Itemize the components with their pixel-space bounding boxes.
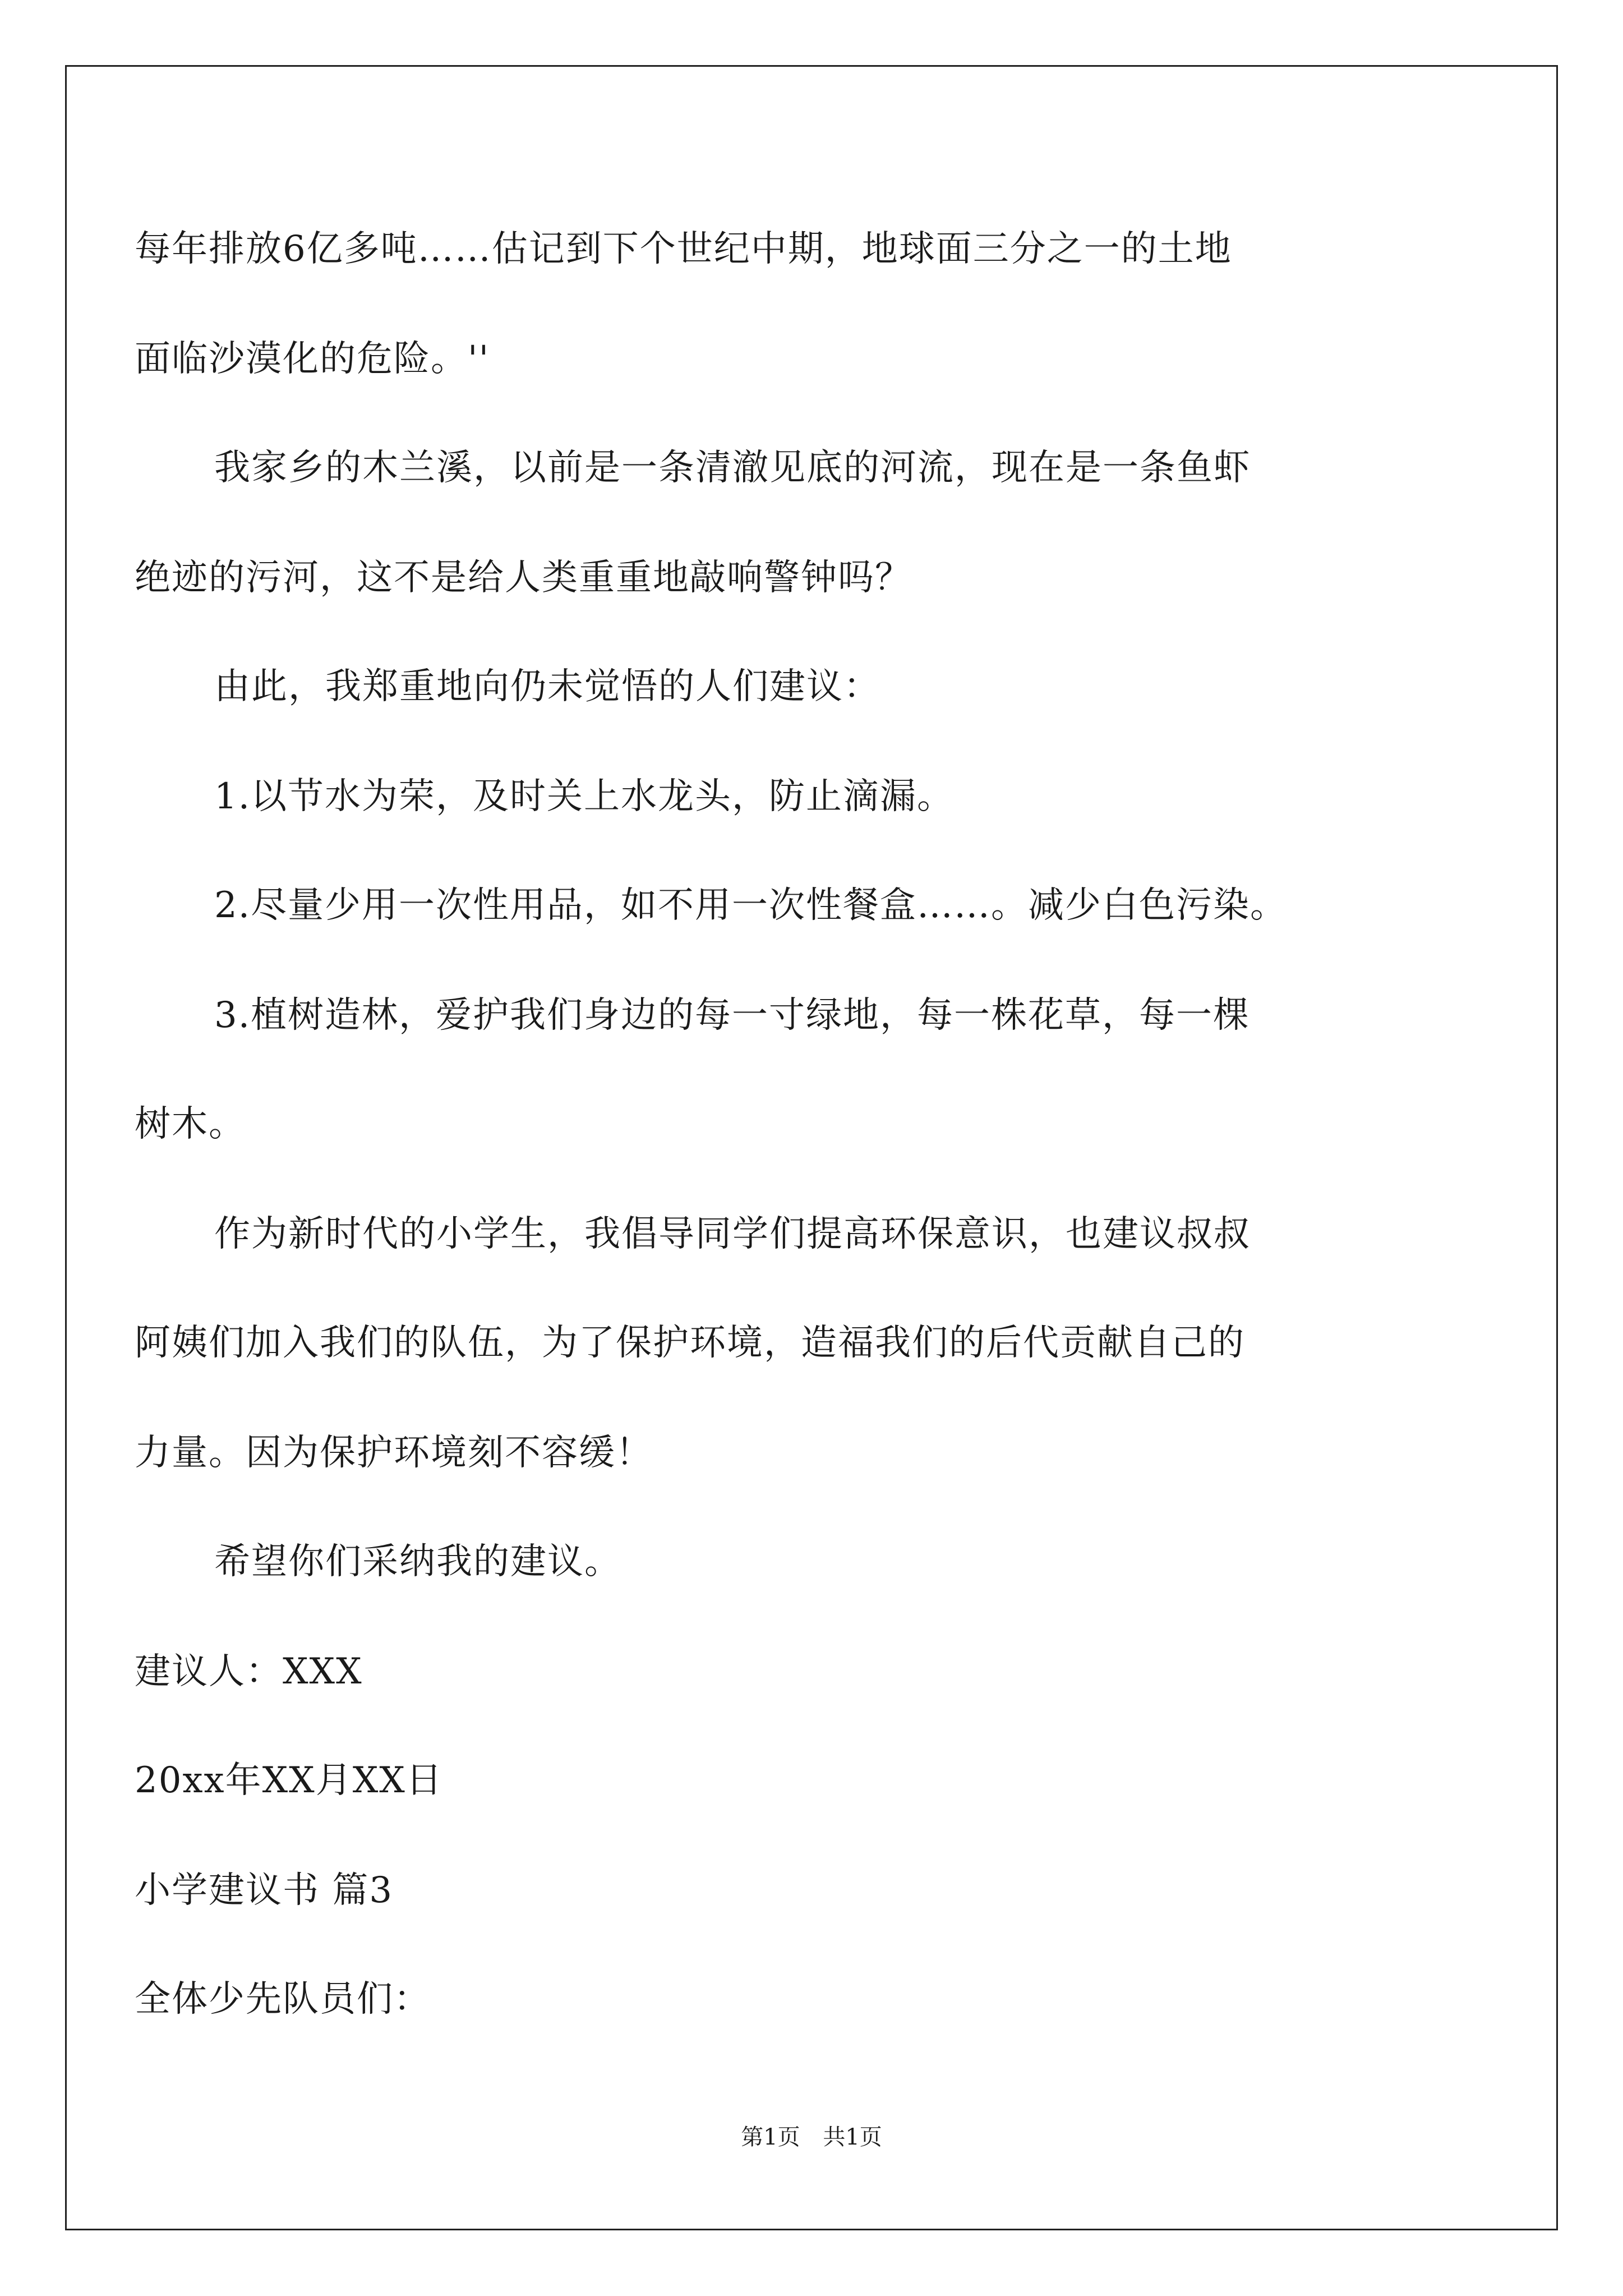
paragraph-line: 希望你们采纳我的建议。 [214, 1541, 621, 1582]
paragraph-line: 我家乡的木兰溪，以前是一条清澈见底的河流，现在是一条鱼虾 [214, 447, 1251, 489]
text-line: 绝迹的污河，这不是给人类重重地敲响警钟吗？ [135, 557, 912, 599]
text-line: 树木。 [135, 1103, 246, 1145]
paragraph-line: 由此，我郑重地向仍未觉悟的人们建议： [214, 666, 880, 707]
page-total: 共1页 [823, 2124, 882, 2150]
text-line: 阿姨们加入我们的队伍，为了保护环境，造福我们的后代贡献自己的 [135, 1322, 1245, 1364]
list-item: 3.植树造林，爱护我们身边的每一寸绿地，每一株花草，每一棵 [214, 995, 1251, 1036]
text-line: 力量。因为保护环境刻不容缓！ [135, 1432, 653, 1474]
salutation-line: 全体少先队员们： [135, 1978, 431, 2020]
page-footer [0, 2126, 1623, 2148]
section-heading: 小学建议书 篇3 [135, 1870, 394, 1911]
paragraph-line: 作为新时代的小学生，我倡导同学们提高环保意识，也建议叔叔 [214, 1213, 1251, 1255]
list-item: 2.尽量少用一次性用品，如不用一次性餐盒……。减少白色污染。 [214, 885, 1288, 926]
text-line: 面临沙漠化的危险。'' [135, 338, 490, 380]
page-number: 第1页 [741, 2124, 800, 2150]
list-item: 1.以节水为荣，及时关上水龙头，防止滴漏。 [214, 776, 955, 817]
signature-line: 建议人：XXX [135, 1651, 363, 1692]
text-line: 每年排放6亿多吨……估记到下个世纪中期，地球面三分之一的土地 [135, 228, 1232, 270]
date-line: 20xx年XX月XX日 [135, 1760, 443, 1801]
